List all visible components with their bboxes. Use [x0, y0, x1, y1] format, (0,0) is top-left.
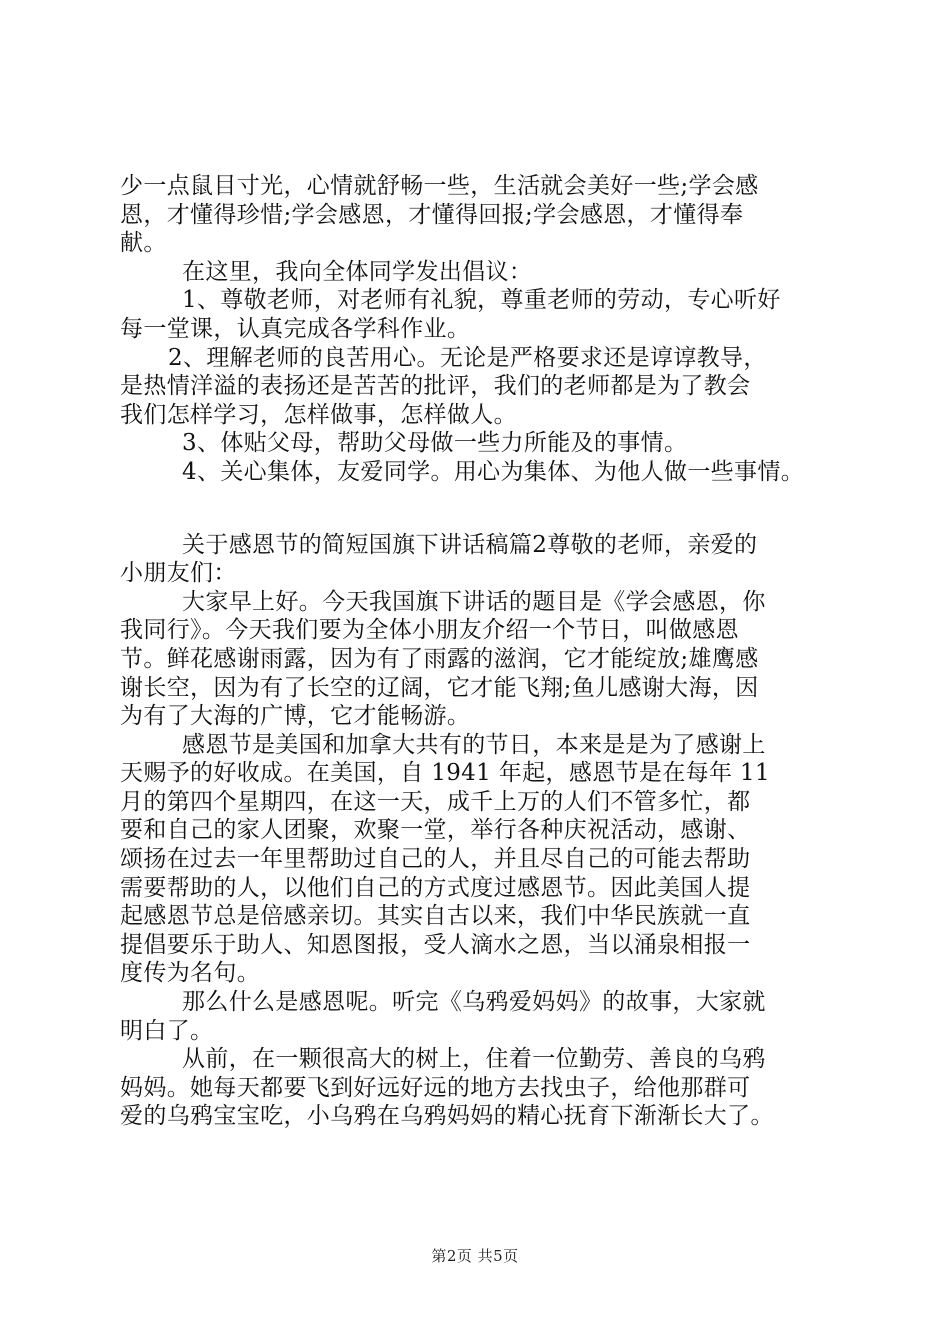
text-line: 明白了。	[120, 1017, 214, 1044]
document-body	[120, 172, 840, 1131]
text-line: 从前，在一颗很高大的树上，住着一位勤劳、善良的乌鸦	[182, 1046, 766, 1073]
text-line: 天赐予的好收成。在美国，自 1941 年起，感恩节是在每年 11	[120, 760, 770, 787]
text-line: 那么什么是感恩呢。听完《乌鸦爱妈妈》的故事，大家就	[182, 989, 766, 1016]
text-line: 每一堂课，认真完成各学科作业。	[120, 315, 471, 342]
text-line: 我同行》。今天我们要为全体小朋友介绍一个节日，叫做感恩	[120, 617, 739, 644]
text-line: 度传为名句。	[120, 960, 261, 987]
paragraph-gap	[120, 487, 840, 531]
text-line: 恩，才懂得珍惜;学会感恩，才懂得回报;学会感恩，才懂得奉	[120, 201, 744, 228]
text-line: 献。	[120, 230, 167, 257]
text-line: 需要帮助的人，以他们自己的方式度过感恩节。因此美国人提	[120, 874, 751, 901]
text-line: 我们怎样学习，怎样做事，怎样做人。	[120, 401, 517, 428]
text-line: 3、体贴父母，帮助父母做一些力所能及的事情。	[182, 430, 688, 457]
text-line: 2、理解老师的良苦用心。无论是严格要求还是谆谆教导，	[168, 344, 767, 371]
text-line: 大家早上好。今天我国旗下讲话的题目是《学会感恩，你	[182, 588, 766, 615]
page-footer: 第2页 共5页	[431, 1247, 519, 1265]
text-line: 起感恩节总是倍感亲切。其实自古以来，我们中华民族就一直	[120, 903, 751, 930]
text-line: 妈妈。她每天都要飞到好远好远的地方去找虫子，给他那群可	[120, 1074, 751, 1101]
text-line: 1、尊敬老师，对老师有礼貌，尊重老师的劳动，专心听好	[182, 287, 781, 314]
text-line: 节。鲜花感谢雨露，因为有了雨露的滋润，它才能绽放;雄鹰感	[120, 645, 759, 672]
text-line: 月的第四个星期四，在这一天，成千上万的人们不管多忙，都	[120, 788, 751, 815]
section-heading-line: 关于感恩节的简短国旗下讲话稿篇2尊敬的老师，亲爱的	[182, 531, 758, 558]
text-line: 在这里，我向全体同学发出倡议：	[182, 258, 533, 285]
text-line: 少一点鼠目寸光，心情就舒畅一些，生活就会美好一些;学会感	[120, 173, 759, 199]
text-line: 小朋友们：	[120, 560, 237, 587]
text-line: 颂扬在过去一年里帮助过自己的人，并且尽自己的可能去帮助	[120, 846, 751, 873]
text-line: 爱的乌鸦宝宝吃，小乌鸦在乌鸦妈妈的精心抚育下渐渐长大了。	[120, 1103, 774, 1130]
text-line: 为有了大海的广博，它才能畅游。	[120, 703, 471, 730]
text-line: 感恩节是美国和加拿大共有的节日，本来是是为了感谢上	[182, 731, 766, 758]
text-line: 4、关心集体，友爱同学。用心为集体、为他人做一些事情。	[182, 458, 805, 485]
text-line: 是热情洋溢的表扬还是苦苦的批评，我们的老师都是为了教会	[120, 373, 751, 400]
text-line: 要和自己的家人团聚，欢聚一堂，举行各种庆祝活动，感谢、	[120, 817, 751, 844]
text-line: 谢长空，因为有了长空的辽阔，它才能飞翔;鱼儿感谢大海，因	[120, 674, 759, 701]
text-line: 提倡要乐于助人、知恩图报，受人滴水之恩，当以涌泉相报一	[120, 931, 751, 958]
